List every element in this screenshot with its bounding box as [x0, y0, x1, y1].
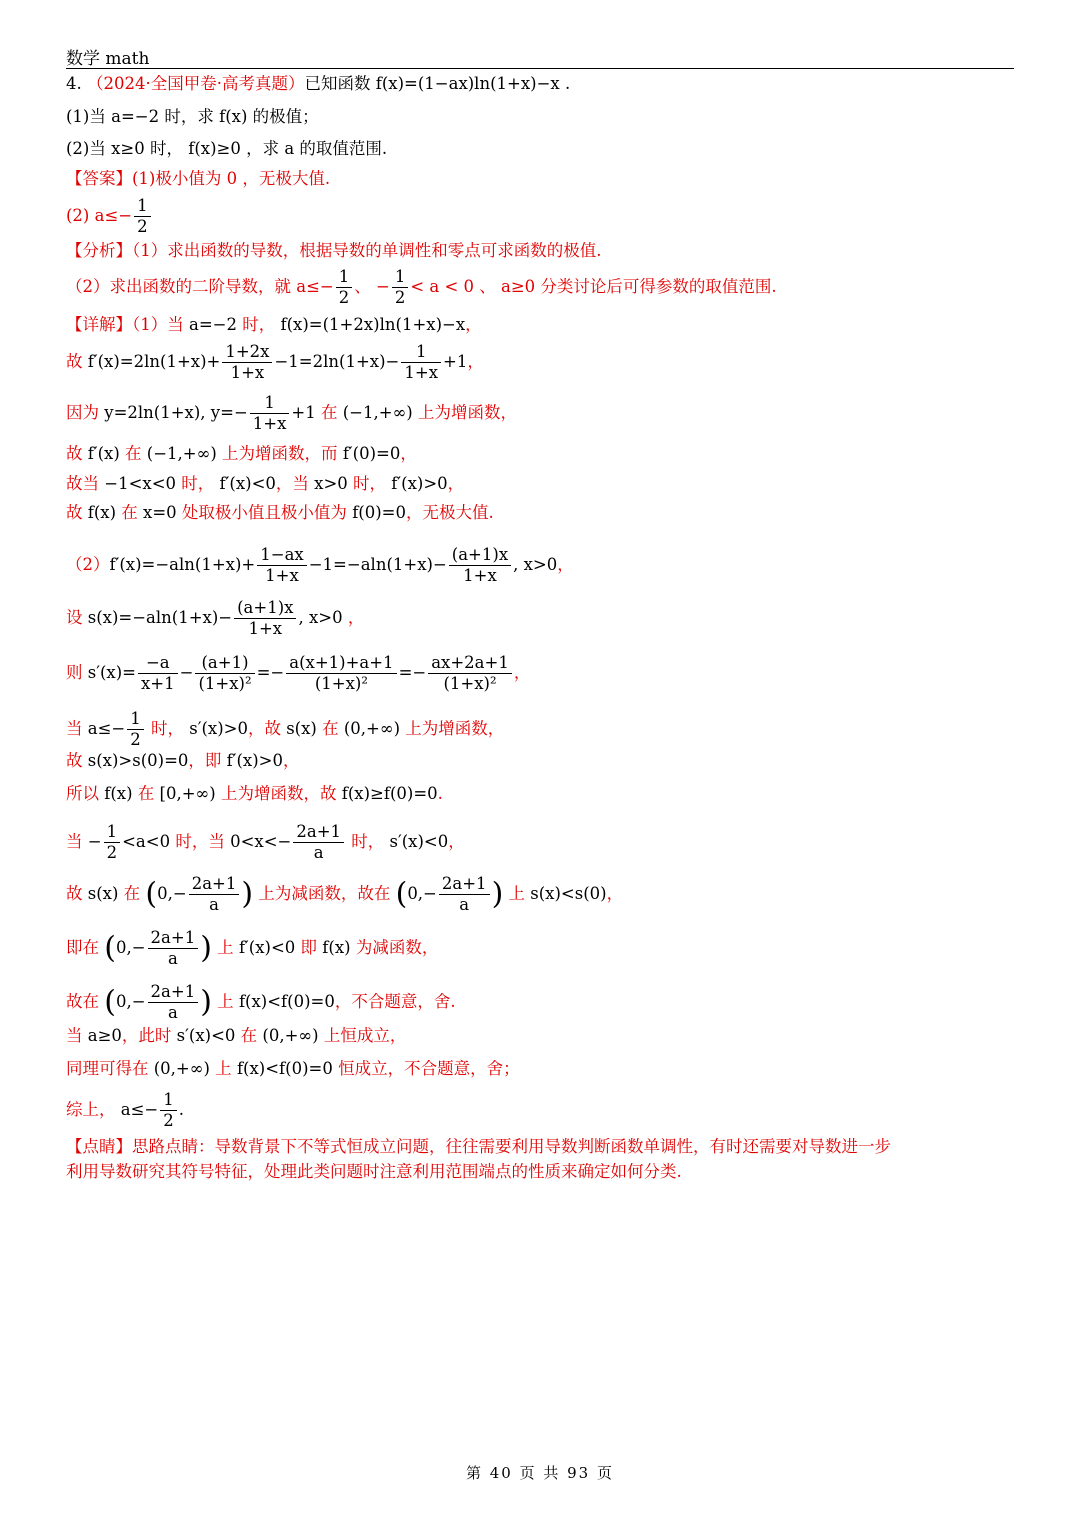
fraction: $\frac{1}{2}$: [160, 1090, 177, 1131]
problem-part2: (2)当 x≥0 时， f(x)≥0 ，求 a 的取值范围.: [66, 139, 388, 158]
detail-line10: 当 a≤− $\frac{1}{2}$ 时， s′(x)>0，故 s(x) 在 (0,+∞) 上为增函数，: [66, 709, 505, 749]
detail-line4: 故 f′(x) 在 (−1,+∞) 上为增函数，而 f′(0)=0，: [66, 444, 417, 463]
detail-line14: 故 s(x) 在 (0,− $\frac{2a+1}{a}$ ) 上为减函数，故在 (0,− $\frac{2a+1}{a}$ ) 上 s(x)<s(0)，: [66, 874, 624, 914]
detail-line8: 设 s(x)=−aln(1+x)− $\frac{(a+1)x}{1+x}$ , x>0 ，: [66, 598, 365, 638]
fraction: $\frac{1}{2}$: [104, 822, 121, 863]
fraction: $\frac{1}{2}$: [127, 709, 144, 750]
analysis-line1: 【分析】（1）求出函数的导数，根据导数的单调性和零点可求函数的极值.: [66, 241, 602, 260]
fraction: $\frac{2a+1}{a}$: [148, 928, 199, 969]
fraction: $\frac{1}{2}$: [392, 267, 409, 308]
detail-line17: 当 a≥0，此时 s′(x)<0 在 (0,+∞) 上恒成立，: [66, 1026, 407, 1045]
detail-line15: 即在 (0,− $\frac{2a+1}{a}$ ) 上 f′(x)<0 即 f(x) 为减函数，: [66, 928, 439, 968]
answer-line2: (2) a≤− $\frac{1}{2}$: [66, 196, 153, 237]
detail-line11: 故 s(x)>s(0)=0，即 f′(x)>0，: [66, 751, 300, 770]
fraction: $\frac{2a+1}{a}$: [439, 874, 490, 915]
detail-line18: 同理可得在 (0,+∞) 上 f(x)<f(0)=0 恒成立，不合题意，舍；: [66, 1059, 520, 1078]
detail-line2: 故 f′(x)=2ln(1+x)+ $\frac{1+2x}{1+x}$ −1=2ln(1+x)− $\frac{1}{1+x}$ +1，: [66, 342, 484, 382]
fraction: $\frac{2a+1}{a}$: [189, 874, 240, 915]
detail-line3: 因为 y=2ln(1+x), y=− $\frac{1}{1+x}$ +1 在 (−1,+∞) 上为增函数，: [66, 393, 517, 433]
fraction: $\frac{1}{2}$: [336, 267, 353, 308]
fraction: $\frac{2a+1}{a}$: [293, 822, 344, 863]
answer-line1: 【答案】(1)极小值为 0 ，无极大值.: [66, 169, 331, 188]
detail-line1: 【详解】（1）当 a=−2 时， f(x)=(1+2x)ln(1+x)−x，: [66, 315, 482, 334]
page-footer: 第 40 页 共 93 页: [465, 1464, 614, 1482]
fraction: $\frac{2a+1}{a}$: [148, 982, 199, 1023]
fraction: $\frac{(a+1)x}{1+x}$: [449, 545, 511, 586]
fraction: $\frac{1}{1+x}$: [401, 342, 441, 383]
problem-stem: 4. （2024·全国甲卷·高考真题）已知函数 f(x)=(1−ax)ln(1+x)−x .: [66, 74, 571, 93]
fraction: $\frac{1}{1+x}$: [250, 393, 290, 434]
detail-line7: （2）f′(x)=−aln(1+x)+ $\frac{1-ax}{1+x}$ −1=−aln(1+x)− $\frac{(a+1)x}{1+x}$ , x>0，: [66, 545, 574, 585]
fraction: $\frac{1-ax}{1+x}$: [257, 545, 306, 586]
detail-line12: 所以 f(x) 在 [0,+∞) 上为增函数，故 f(x)≥f(0)=0.: [66, 784, 443, 803]
fraction: $\frac{(a+1)}{\text{(1+x)²}}$: [195, 653, 254, 694]
comment-line1: 【点睛】思路点睛：导数背景下不等式恒成立问题，往往需要利用导数判断函数单调性，有时还需要对导数进一步: [66, 1137, 891, 1156]
detail-line9: 则 s′(x)= $\frac{-a}{x+1}$ − $\frac{(a+1)}{\text{(1+x)²}}$ =− $\frac{a(x+1)+a+1}{\text{(1+x)²}}$ =− $\frac{ax+2a+1}{\text{(1+x)²}}$ ，: [66, 653, 531, 693]
header-subject: 数学 math: [66, 49, 150, 69]
fraction: $\frac{1+2x}{1+x}$: [222, 342, 272, 383]
fraction: $\frac{ax+2a+1}{\text{(1+x)²}}$: [428, 653, 512, 694]
problem-part1: (1)当 a=−2 时，求 f(x) 的极值；: [66, 107, 319, 126]
fraction: $\frac{-a}{x+1}$: [138, 653, 178, 694]
fraction: $\frac{1}{2}$: [134, 196, 151, 237]
detail-line13: 当 − $\frac{1}{2}$ <a<0 时，当 0<x<− $\frac{2a+1}{a}$ 时， s′(x)<0，: [66, 822, 465, 862]
detail-line6: 故 f(x) 在 x=0 处取极小值且极小值为 f(0)=0，无极大值.: [66, 503, 494, 522]
detail-line5: 故当 −1<x<0 时， f′(x)<0，当 x>0 时， f′(x)>0，: [66, 474, 465, 493]
detail-line19: 综上， a≤− $\frac{1}{2}$ .: [66, 1090, 184, 1130]
comment-line2: 利用导数研究其符号特征，处理此类问题时注意利用范围端点的性质来确定如何分类.: [66, 1162, 682, 1181]
analysis-line2: （2）求出函数的二阶导数，就 a≤− $\frac{1}{2}$ 、 − $\frac{1}{2}$ < a < 0 、 a≥0 分类讨论后可得参数的取值范围.: [66, 267, 777, 307]
page-header: [66, 44, 1014, 69]
detail-line16: 故在 (0,− $\frac{2a+1}{a}$ ) 上 f(x)<f(0)=0，不合题意，舍.: [66, 982, 456, 1022]
fraction: $\frac{a(x+1)+a+1}{\text{(1+x)²}}$: [286, 653, 396, 694]
fraction: $\frac{(a+1)x}{1+x}$: [234, 598, 296, 639]
